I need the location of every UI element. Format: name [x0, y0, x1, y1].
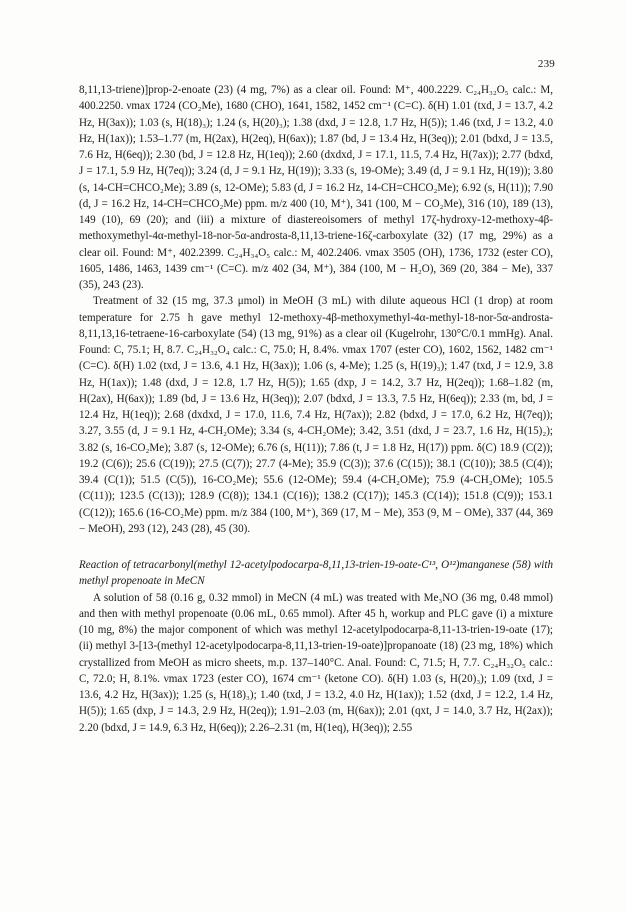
paragraph-treatment-of-32: Treatment of 32 (15 mg, 37.3 μmol) in MeOH (3 mL) with dilute aqueous HCl (1 drop) at room temperature for 2.75 h gave methyl 12-methoxy-4β-methoxymethyl-4α-methyl-18-nor-5α-androsta-8,11,13,16-tetraene-16-carboxylate (54) (13 mg, 91%) as a clear oil (Kugelrohr, 130°C/0.1 mmHg). Anal. Found: C, 75.1; H, 8.7. C₂₄H₃₂O₄ calc.: C, 75.0; H, 8.4%. νmax 1707 (ester CO), 1602, 1562, 1482 cm⁻¹ (C=C). δ(H) 1.02 (txd, J = 13.6, 4.1 Hz, H(3ax)); 1.06 (s, 4-Me); 1.25 (s, H(19)₃); 1.47 (txd, J = 12.9, 3.8 Hz, H(1ax)); 1.48 (dxd, J = 12.8, 1.7 Hz, H(5)); 1.65 (dxp, J = 14.2, 3.7 Hz, H(2eq)); 1.68–1.82 (m, H(2ax), H(6ax)); 1.89 (bd, J = 13.6 Hz, H(3eq)); 2.07 (bdxd, J = 13.3, 7.5 Hz, H(6eq)); 2.33 (m, bd, J = 12.4 Hz, H(1eq)); 2.68 (dxdxd, J = 17.0, 11.6, 7.4 Hz, H(7ax)); 2.82 (bdxd, J = 17.0, 6.2 Hz, H(7eq)); 3.27, 3.55 (d, J = 9.1 Hz, 4-CH₂OMe); 3.34 (s, 4-CH₂OMe); 3.42, 3.51 (dxd, J = 23.7, 1.6 Hz, H(15)₂); 3.82 (s, 16-CO₂Me); 3.87 (s, 12-OMe); 6.76 (s, H(11)); 7.86 (t, J = 1.8 Hz, H(17)) ppm. δ(C) 18.9 (C(2)); 19.2 (C(6)); 25.6 (C(19)); 27.5 (C(7)); 27.7 (4-Me); 35.9 (C(3)); 37.6 (C(15)); 38.1 (C(10)); 38.5 (C(4)); 39.4 (C(1)); 51.5 (C(5)), 16-CO₂Me); 55.6 (12-OMe); 59.4 (4-CH₂OMe); 75.9 (4-CH₂OMe); 105.5 (C(11)); 123.5 (C(13)); 128.9 (C(8)); 134.1 (C(16)); 138.2 (C(17)); 145.3 (C(14)); 151.8 (C(9)); 153.1 (C(12)); 165.6 (16-CO₂Me) ppm. m/z 384 (100, M⁺), 369 (17, M − Me), 353 (9, M − OMe), 337 (44, 369 − MeOH), 293 (12), 243 (28), 45 (30). — [79, 295, 553, 535]
body-text — [79, 82, 553, 736]
paragraph-compound-23-continued: 8,11,13-triene)]prop-2-enoate (23) (4 mg, 7%) as a clear oil. Found: M⁺, 400.2229. C₂₄H₃₂O₅ calc.: M, 400.2250. νmax 1724 (CO₂Me), 1680 (CHO), 1641, 1582, 1452 cm⁻¹ (C=C). δ(H) 1.01 (txd, J = 13.7, 4.2 Hz, H(3ax)); 1.03 (s, H(18)₃); 1.24 (s, H(20)₃); 1.38 (dxd, J = 12.8, 1.7 Hz, H(5)); 1.46 (txd, J = 13.2, 4.0 Hz, H(1ax)); 1.53–1.77 (m, H(2ax), H(2eq), H(6ax)); 1.87 (bd, J = 13.4 Hz, H(3eq)); 2.01 (bdxd, J = 13.5, 7.6 Hz, H(6eq)); 2.30 (bd, J = 12.8 Hz, H(1eq)); 2.60 (dxdxd, J = 17.1, 11.5, 7.4 Hz, H(7ax)); 2.77 (bdxd, J = 17.1, 5.9 Hz, H(7eq)); 3.24 (d, J = 9.1 Hz, H(19)); 3.33 (s, 19-OMe); 3.49 (d, J = 9.1 Hz, H(19)); 3.80 (s, 14-CH=CHCO₂Me); 3.89 (s, 12-OMe); 5.83 (d, J = 16.2 Hz, 14-CH=CHCO₂Me); 6.92 (s, H(11)); 7.90 (d, J = 16.2 Hz, 14-CH=CHCO₂Me) ppm. m/z 400 (10, M⁺), 341 (100, M − CO₂Me), 316 (10), 189 (13), 149 (10), 69 (20); and (iii) a mixture of diastereoisomers of methyl 17ζ-hydroxy-12-methoxy-4β-methoxymethyl-4α-methyl-18-nor-5α-androsta-8,11,13-triene-16ζ-carboxylate (32) (17 mg, 29%) as a clear oil. Found: M⁺, 402.2399. C₂₄H₃₄O₅ calc.: M, 402.2406. νmax 3505 (OH), 1736, 1732 (ester CO), 1605, 1486, 1463, 1439 cm⁻¹ (C=C). m/z 402 (34, M⁺), 384 (100, M − H₂O), 369 (20, 384 − Me), 337 (35), 243 (23). — [79, 84, 553, 291]
paragraph-solution-of-58: A solution of 58 (0.16 g, 0.32 mmol) in MeCN (4 mL) was treated with Me₃NO (36 mg, 0.48 mmol) and then with methyl propenoate (0.06 mL, 0.65 mmol). After 45 h, workup and PLC gave (i) a mixture (10 mg, 8%) the major component of which was methyl 12-acetylpodocarpa-8,11-13-trien-19-oate (17); (ii) methyl 3-[13-(methyl 12-acetylpodocarpa-8,11,13-trien-19-oate)]propanoate (18) (23 mg, 18%) which crystallized from MeOH as micro sheets, m.p. 137–140°C. Anal. Found: C, 71.5; H, 7.7. C₂₄H₃₂O₅ calc.: C, 72.0; H, 8.1%. νmax 1723 (ester CO), 1674 cm⁻¹ (ketone CO). δ(H) 1.03 (s, H(20)₃); 1.09 (txd, J = 13.6, 4.2 Hz, H(3ax)); 1.25 (s, H(18)₃); 1.40 (txd, J = 13.2, 4.0 Hz, H(1ax)); 1.52 (dxd, J = 12.2, 1.4 Hz, H(5)); 1.65 (dxp, J = 14.3, 2.9 Hz, H(2eq)); 1.91–2.03 (m, H(6ax)); 2.01 (qxt, J = 14.0, 3.7 Hz, H(2ax)); 2.20 (bdxd, J = 14.9, 6.3 Hz, H(6eq)); 2.26–2.31 (m, H(1eq), H(3eq)); 2.55 — [79, 591, 553, 734]
page-number: 239 — [537, 58, 555, 70]
section-heading: Reaction of tetracarbonyl(methyl 12-acetylpodocarpa-8,11,13-trien-19-oate-C¹³, O¹²)manganese (58) with methyl propenoate in MeCN — [79, 559, 553, 588]
